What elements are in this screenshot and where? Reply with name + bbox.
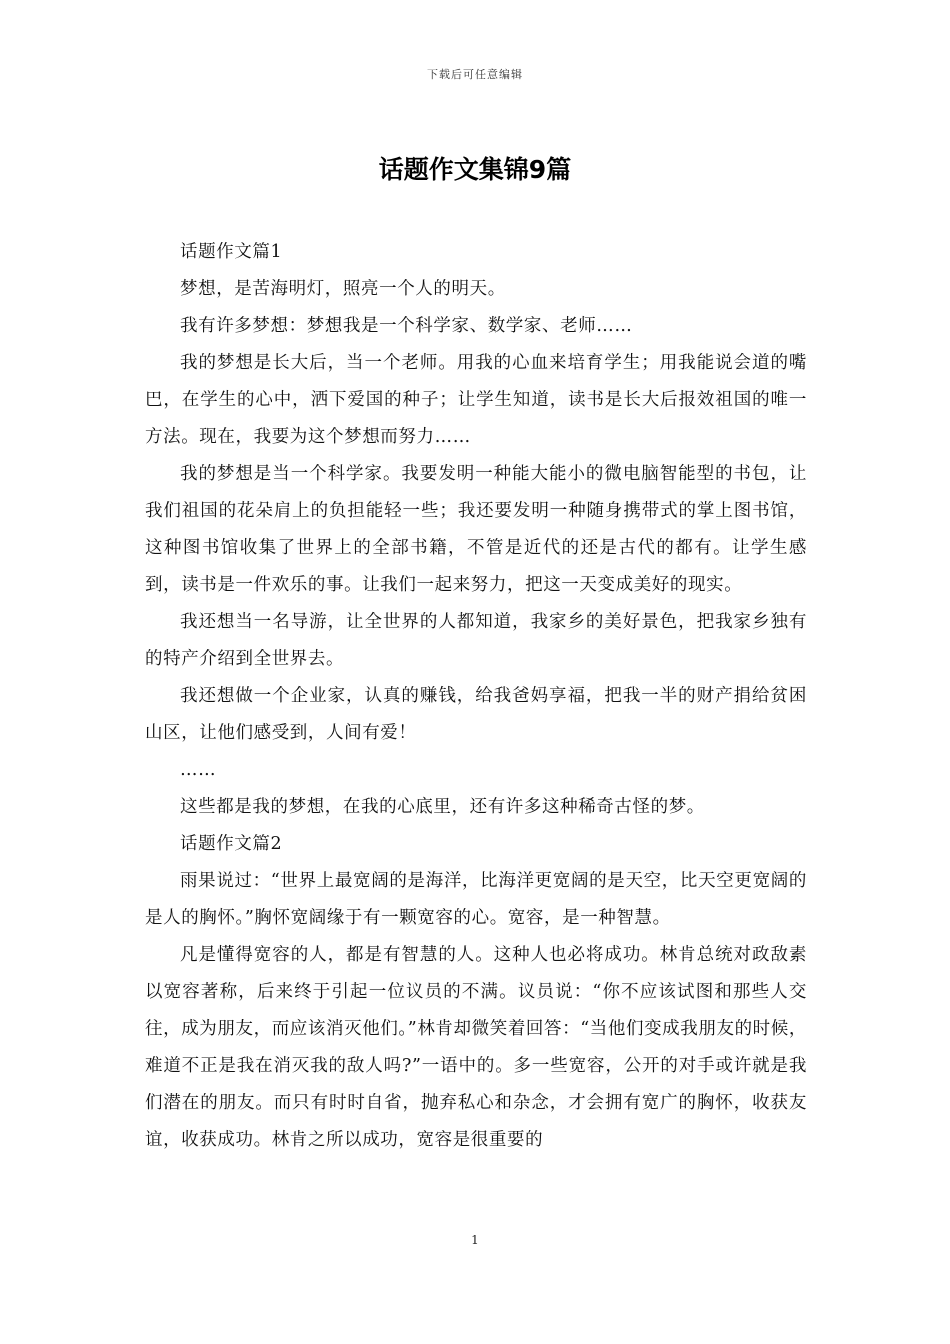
section-heading-2: 话题作文篇2 xyxy=(180,834,283,854)
paragraph: 我有许多梦想：梦想我是一个科学家、数学家、老师…… xyxy=(180,316,633,336)
ellipsis-line: …… xyxy=(180,760,217,780)
section-heading-1: 话题作文篇1 xyxy=(180,242,283,262)
paragraph: 凡是懂得宽容的人，都是有智慧的人。这种人也必将成功。林肯总统对政敌素以宽容著称，后来终于引起一位议员的不满。议员说：“你不应该试图和那些人交往，成为朋友，而应该消灭他们。”林肯却微笑着回答：“当他们变成我朋友的时候，难道不正是我在消灭我的敌人吗?”一语中的。多一些宽容，公开的对手或许就是我们潜在的朋友。而只有时时自省，抛弃私心和杂念，才会拥有宽广的胸怀，收获友谊，收获成功。林肯之所以成功，宽容是很重要的 xyxy=(145,945,807,1150)
paragraph: 我的梦想是长大后，当一个老师。用我的心血来培育学生；用我能说会道的嘴巴，在学生的心中，洒下爱国的种子；让学生知道，读书是长大后报效祖国的唯一方法。现在，我要为这个梦想而努力…… xyxy=(145,353,807,447)
paragraph: 梦想，是苦海明灯，照亮一个人的明天。 xyxy=(180,279,506,299)
paragraph: 我的梦想是当一个科学家。我要发明一种能大能小的微电脑智能型的书包，让我们祖国的花朵肩上的负担能轻一些；我还要发明一种随身携带式的掌上图书馆，这种图书馆收集了世界上的全部书籍，不管是近代的还是古代的都有。让学生感到，读书是一件欢乐的事。让我们一起来努力，把这一天变成美好的现实。 xyxy=(145,464,807,595)
document-title: 话题作文集锦9篇 xyxy=(378,155,572,184)
document-body xyxy=(145,234,807,1159)
paragraph: 我还想做一个企业家，认真的赚钱，给我爸妈享福，把我一半的财产捐给贫困山区，让他们感受到，人间有爱！ xyxy=(145,686,807,743)
page-header: 下载后可任意编辑 xyxy=(427,68,523,81)
page-number: 1 xyxy=(471,1233,479,1247)
paragraph: 我还想当一名导游，让全世界的人都知道，我家乡的美好景色，把我家乡独有的特产介绍到全世界去。 xyxy=(145,612,807,669)
paragraph: 这些都是我的梦想，在我的心底里，还有许多这种稀奇古怪的梦。 xyxy=(180,797,705,817)
paragraph: 雨果说过：“世界上最宽阔的是海洋，比海洋更宽阔的是天空，比天空更宽阔的是人的胸怀。”胸怀宽阔缘于有一颗宽容的心。宽容，是一种智慧。 xyxy=(145,871,807,928)
